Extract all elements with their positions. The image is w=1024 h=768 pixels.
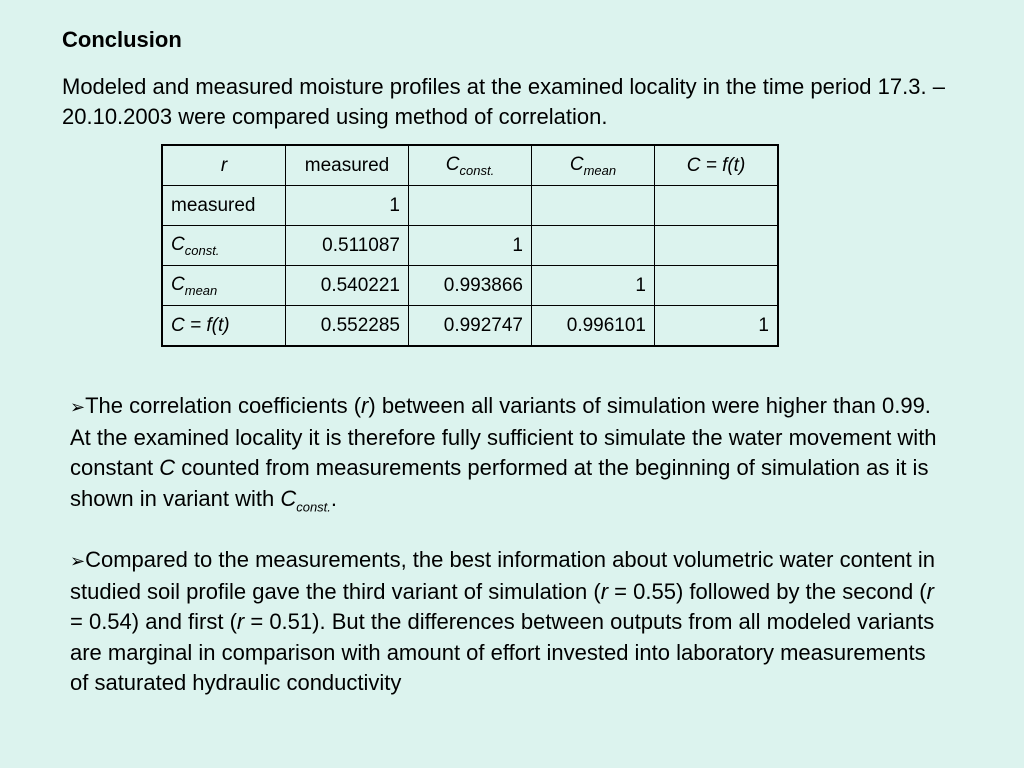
header-c-const: $C_{const.}$ [409, 145, 532, 186]
header-c-ft: C = f(t) [655, 145, 779, 186]
table-cell [409, 186, 532, 226]
table-header-row [162, 145, 778, 186]
arrow-bullet-icon: ➢ [70, 551, 86, 571]
table-cell [655, 266, 779, 306]
table-cell [655, 186, 779, 226]
row-label-c-mean: $C_{mean}$ [162, 266, 286, 306]
table-cell: 0.511087 [286, 226, 409, 266]
table-row [162, 306, 778, 347]
table-cell [532, 186, 655, 226]
header-c-mean: $C_{mean}$ [532, 145, 655, 186]
table-row [162, 186, 778, 226]
table-cell: 1 [532, 266, 655, 306]
table-cell: 1 [655, 306, 779, 347]
bullet-comparison: ➢Compared to the measurements, the best information about volumetric water content in studied soil profile gave the third variant of simulation (r = 0.55) followed by the second (r = 0.54) and first (r = 0.51). But the differences between outputs from all modeled variants are marginal in comparison with amount of effort invested into laboratory measurements of saturated hydraulic conductivity [70, 547, 935, 695]
slide-title: Conclusion [62, 27, 182, 52]
row-label-c-ft: C = f(t) [162, 306, 286, 347]
table-cell [655, 226, 779, 266]
header-measured: measured [286, 145, 409, 186]
row-label-measured: measured [162, 186, 286, 226]
bullet-correlation: ➢The correlation coefficients (r) between all variants of simulation were higher than 0.99. At the examined locality it is therefore fully sufficient to simulate the water movement with constant C counted from measurements performed at the beginning of simulation as it is shown in variant with $C_{const.}$. [70, 393, 937, 514]
table-cell [532, 226, 655, 266]
table-cell: 1 [286, 186, 409, 226]
table-row [162, 226, 778, 266]
intro-paragraph: Modeled and measured moisture profiles at the examined locality in the time period 17.3. – 20.10.2003 were compared using method of correlation. [62, 74, 945, 129]
table-row [162, 266, 778, 306]
table-cell: 1 [409, 226, 532, 266]
arrow-bullet-icon: ➢ [70, 397, 86, 417]
table-cell: 0.552285 [286, 306, 409, 347]
table-cell: 0.992747 [409, 306, 532, 347]
table-cell: 0.996101 [532, 306, 655, 347]
table-cell: 0.993866 [409, 266, 532, 306]
row-label-c-const: $C_{const.}$ [162, 226, 286, 266]
table-cell: 0.540221 [286, 266, 409, 306]
header-r: r [162, 145, 286, 186]
correlation-table [161, 144, 779, 347]
